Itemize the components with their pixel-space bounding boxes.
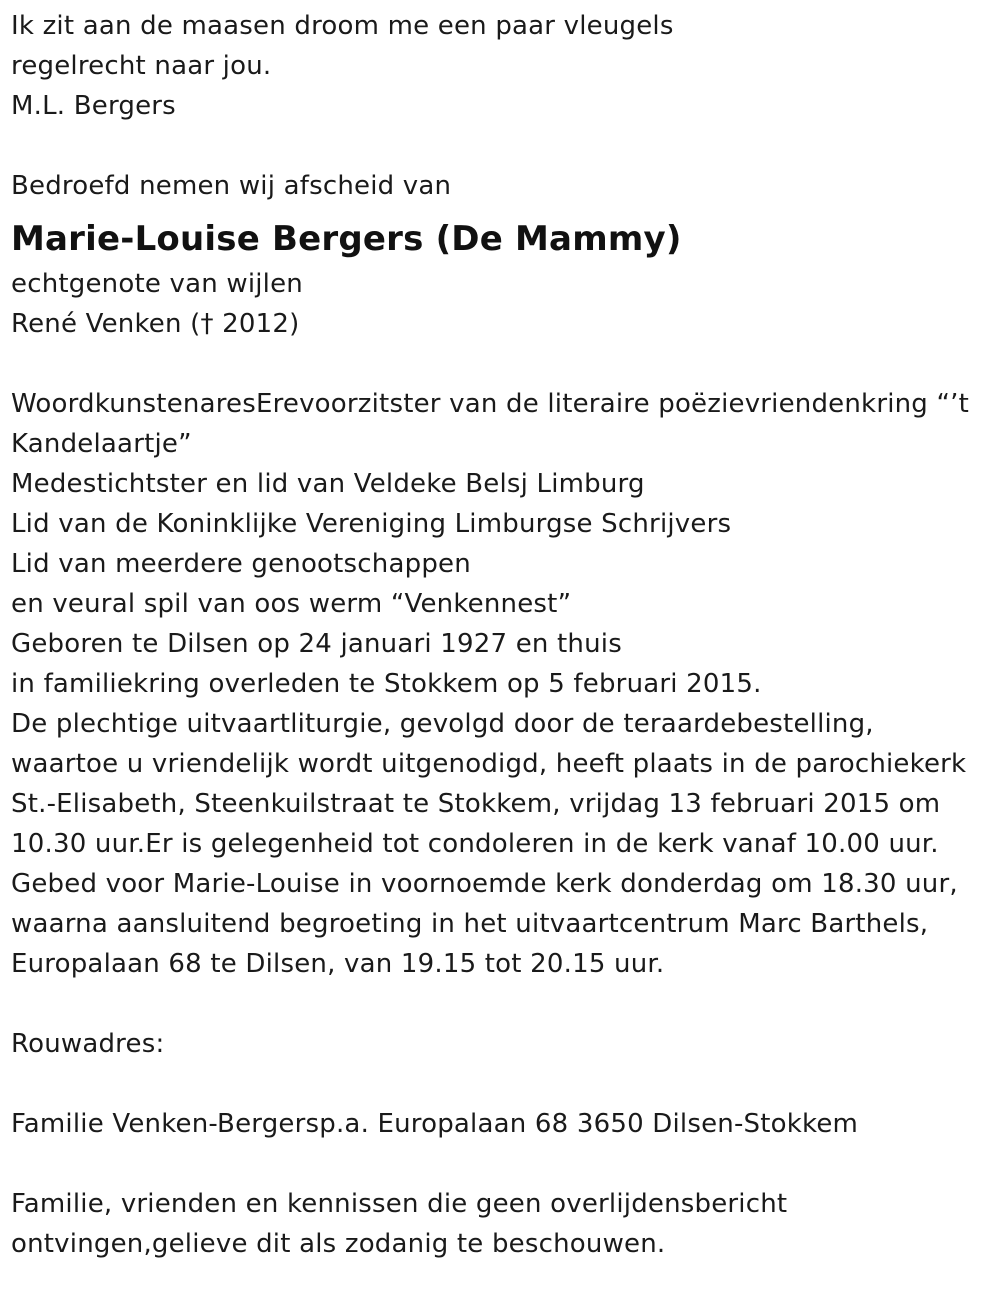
spacer [11, 984, 991, 1024]
bio-line: Kandelaartje” [11, 429, 192, 459]
bio-line: WoordkunstenaresErevoorzitster van de literaire poëzievriendenkring “’t [11, 389, 970, 419]
bio-line: Geboren te Dilsen op 24 januari 1927 en thuis [11, 629, 622, 659]
bio-line: waarna aansluitend begroeting in het uitvaartcentrum Marc Barthels, [11, 909, 929, 939]
bio-line: 10.30 uur.Er is gelegenheid tot condoleren in de kerk vanaf 10.00 uur. [11, 829, 939, 859]
poem-author: M.L. Bergers [11, 91, 176, 121]
spouse-text: René Venken († 2012) [11, 309, 300, 339]
bio-line: St.-Elisabeth, Steenkuilstraat te Stokkem, vrijdag 13 februari 2015 om [11, 789, 941, 819]
obituary-notice [11, 6, 991, 1264]
poem-line: regelrecht naar jou. [11, 51, 272, 81]
closing-line: ontvingen,gelieve dit als zodanig te beschouwen. [11, 1229, 666, 1259]
poem [11, 6, 991, 126]
spacer [11, 344, 991, 384]
address-label: Rouwadres: [11, 1029, 165, 1059]
bio-line: Lid van de Koninklijke Vereniging Limburgse Schrijvers [11, 509, 732, 539]
bio-line: Gebed voor Marie-Louise in voornoemde kerk donderdag om 18.30 uur, [11, 869, 958, 899]
biography [11, 384, 991, 984]
spacer [11, 126, 991, 166]
spacer [11, 1064, 991, 1104]
bio-line: Lid van meerdere genootschappen [11, 549, 471, 579]
bio-line: in familiekring overleden te Stokkem op 5 februari 2015. [11, 669, 762, 699]
relation-text: echtgenote van wijlen [11, 269, 303, 299]
deceased-name: Marie-Louise Bergers (De Mammy) [11, 219, 682, 259]
bio-line: waartoe u vriendelijk wordt uitgenodigd, heeft plaats in de parochiekerk [11, 749, 967, 779]
bio-line: Medestichtster en lid van Veldeke Belsj Limburg [11, 469, 645, 499]
bio-line: en veural spil van oos werm “Venkennest” [11, 589, 572, 619]
address-value: Familie Venken-Bergersp.a. Europalaan 68 3650 Dilsen-Stokkem [11, 1109, 859, 1139]
spacer [11, 1144, 991, 1184]
bio-line: De plechtige uitvaartliturgie, gevolgd door de teraardebestelling, [11, 709, 874, 739]
intro-text: Bedroefd nemen wij afscheid van [11, 171, 452, 201]
poem-line: Ik zit aan de maasen droom me een paar vleugels [11, 11, 674, 41]
closing-line: Familie, vrienden en kennissen die geen overlijdensbericht [11, 1189, 788, 1219]
bio-line: Europalaan 68 te Dilsen, van 19.15 tot 20.15 uur. [11, 949, 665, 979]
